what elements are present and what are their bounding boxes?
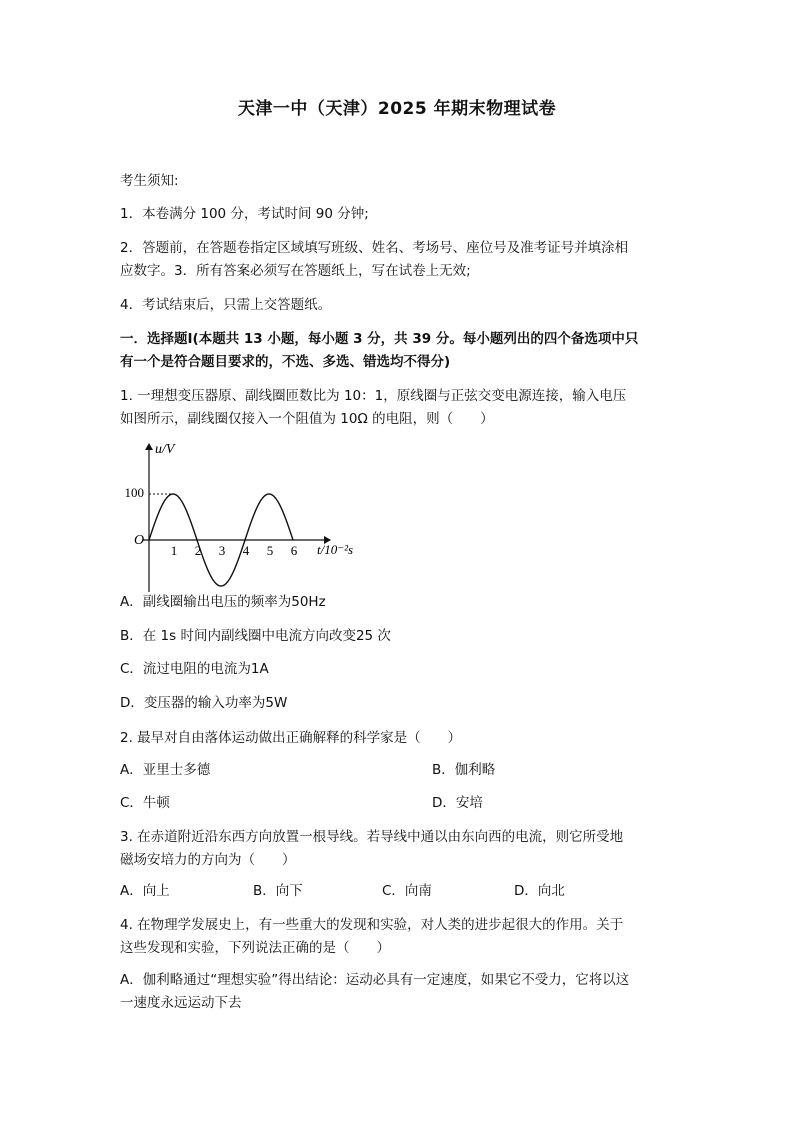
x-tick-labels bbox=[171, 543, 298, 558]
q2-option-c: C．牛顿 bbox=[120, 795, 170, 811]
section-heading-line1: 一．选择题Ⅰ(本题共 13 小题，每小题 3 分，共 39 分。每小题列出的四个备选项中只 bbox=[120, 331, 639, 347]
x-tick-3: 3 bbox=[218, 543, 226, 558]
x-tick-4: 4 bbox=[242, 543, 250, 558]
x-tick-6: 6 bbox=[290, 543, 298, 558]
q1-option-a: A．副线圈输出电压的频率为50Hz bbox=[120, 594, 326, 610]
q1-stem-line1: 1. 一理想变压器原、副线圈匝数比为 10：1，原线圈与正弦交变电源连接，输入电压 bbox=[120, 388, 627, 404]
q4-option-a-line2: 一速度永远运动下去 bbox=[120, 995, 242, 1011]
q3-stem-line1: 3. 在赤道附近沿东西方向放置一根导线。若导线中通以由东向西的电流，则它所受地 bbox=[120, 829, 624, 845]
q3-stem-line2: 磁场安培力的方向为（ ） bbox=[120, 852, 296, 868]
origin-label: O bbox=[134, 533, 145, 548]
q4-stem-line1: 4. 在物理学发展史上，有一些重大的发现和实验，对人类的进步起很大的作用。关于 bbox=[120, 917, 624, 933]
q1-stem-line2: 如图所示，副线圈仅接入一个阻值为 10Ω 的电阻，则（ ） bbox=[120, 411, 494, 427]
x-tick-2: 2 bbox=[194, 543, 202, 558]
notice-heading: 考生须知: bbox=[120, 173, 179, 189]
q3-option-a: A．向上 bbox=[120, 883, 170, 899]
q4-option-a-line1: A．伽利略通过“理想实验”得出结论：运动必具有一定速度，如果它不受力，它将以这 bbox=[120, 972, 630, 988]
notice-item-2-line1: 2．答题前，在答题卷指定区域填写班级、姓名、考场号、座位号及准考证号并填涂相 bbox=[120, 240, 629, 256]
y-tick-label: 100 bbox=[124, 485, 144, 500]
q4-stem-line2: 这些发现和实验，下列说法正确的是（ ） bbox=[120, 940, 390, 956]
x-tick-5: 5 bbox=[266, 543, 274, 558]
notice-item-4: 4．考试结束后，只需上交答题纸。 bbox=[120, 297, 332, 313]
section-heading-line2: 有一个是符合题目要求的，不选、多选、错选均不得分) bbox=[120, 354, 451, 370]
q3-option-c: C．向南 bbox=[382, 883, 432, 899]
voltage-wave-chart bbox=[115, 436, 375, 596]
y-axis-label: u/V bbox=[155, 442, 175, 457]
x-tick-1: 1 bbox=[170, 543, 178, 558]
q1-option-b: B．在 1s 时间内副线圈中电流方向改变25 次 bbox=[120, 628, 391, 644]
q2-option-a: A．亚里士多德 bbox=[120, 762, 211, 778]
notice-item-2-line2: 应数字。3．所有答案必须写在答题纸上，写在试卷上无效; bbox=[120, 263, 471, 279]
q2-option-d: D．安培 bbox=[432, 795, 483, 811]
x-axis-label: t/10⁻²s bbox=[317, 542, 354, 557]
q2-option-b: B．伽利略 bbox=[432, 762, 496, 778]
q1-option-d: D．变压器的输入功率为5W bbox=[120, 695, 288, 711]
q1-option-c: C．流过电阻的电流为1A bbox=[120, 661, 269, 677]
notice-item-1: 1．本卷满分 100 分，考试时间 90 分钟; bbox=[120, 206, 369, 222]
q3-option-d: D．向北 bbox=[514, 883, 565, 899]
exam-title: 天津一中（天津）2025 年期末物理试卷 bbox=[237, 99, 557, 119]
q3-option-b: B．向下 bbox=[253, 883, 303, 899]
q2-stem: 2. 最早对自由落体运动做出正确解释的科学家是（ ） bbox=[120, 730, 462, 746]
